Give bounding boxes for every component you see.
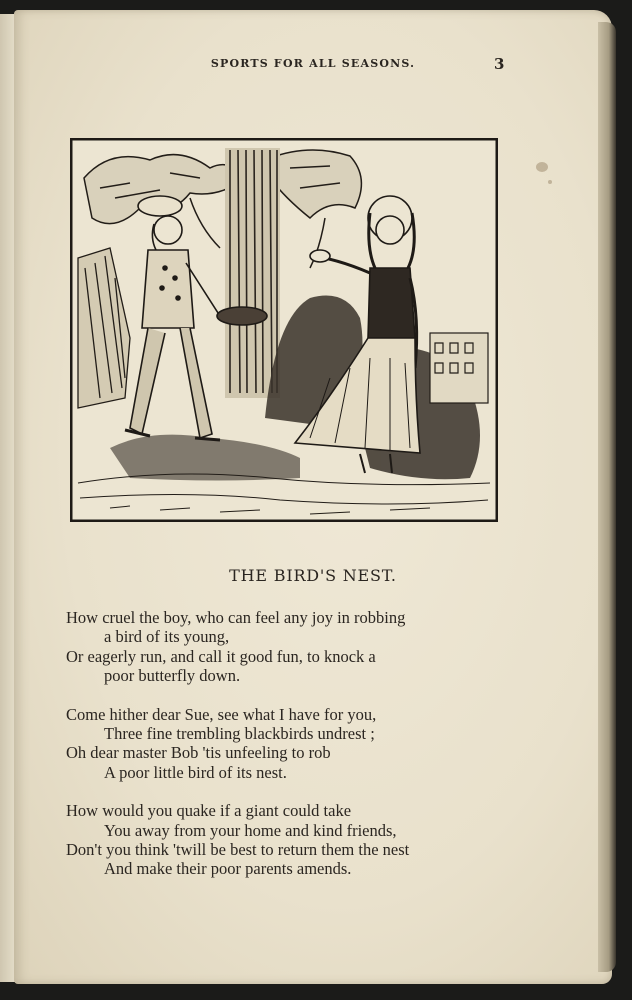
poem-stanza bbox=[66, 801, 506, 879]
foxing-spot bbox=[536, 162, 548, 172]
poem-line: You away from your home and kind friends, bbox=[104, 820, 397, 840]
poem-text bbox=[66, 608, 506, 898]
poem-line: Come hither dear Sue, see what I have for you, bbox=[66, 704, 377, 724]
running-head: SPORTS FOR ALL SEASONS. bbox=[210, 57, 416, 70]
poem-line: How would you quake if a giant could take bbox=[66, 801, 352, 821]
page-header bbox=[14, 55, 612, 75]
poem-line: Oh dear master Bob 'tis unfeeling to rob bbox=[66, 743, 331, 763]
poem-line: And make their poor parents amends. bbox=[104, 859, 352, 879]
poem-line: poor butterfly down. bbox=[104, 666, 241, 686]
poem-line: a bird of its young, bbox=[104, 627, 230, 647]
poem-line: Three fine trembling blackbirds undrest ; bbox=[104, 723, 375, 743]
poem-line: How cruel the boy, who can feel any joy in robbing bbox=[66, 608, 406, 627]
poem-line: Or eagerly run, and call it good fun, to knock a bbox=[66, 646, 376, 666]
foxing-spot bbox=[548, 180, 552, 184]
distant-building bbox=[430, 333, 488, 403]
poem-stanza bbox=[66, 608, 506, 686]
tree-trunk bbox=[225, 148, 280, 398]
illustration-caption: THE BIRD'S NEST. bbox=[229, 566, 397, 585]
woodcut-illustration bbox=[70, 138, 498, 522]
poem-line: A poor little bird of its nest. bbox=[104, 762, 287, 782]
page-number: 3 bbox=[494, 55, 505, 73]
page-thickness-edge bbox=[598, 22, 616, 972]
poem-stanza bbox=[66, 705, 506, 783]
poem-line: Don't you think 'twill be best to return them the nest bbox=[66, 839, 410, 859]
